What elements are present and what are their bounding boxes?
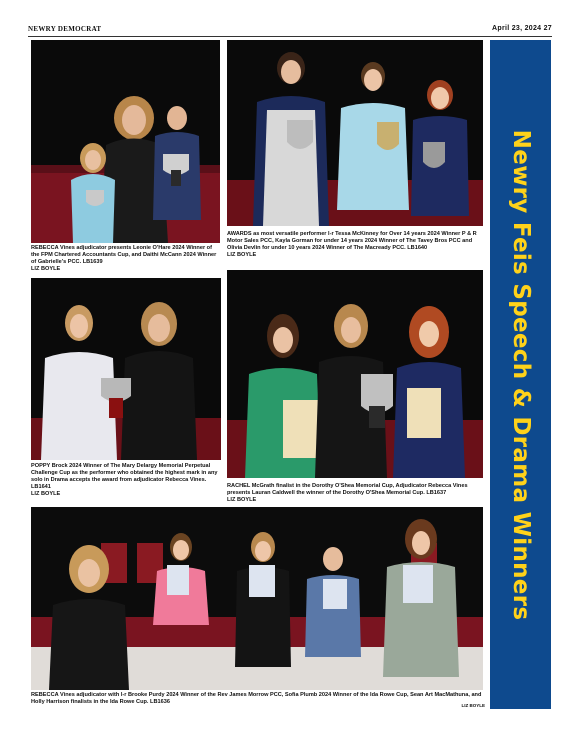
caption-photo-4: RACHEL McGrath finalist in the Dorothy O'Shea Memorial Cup, Adjudicator Rebecca Vines presents Lauran Caldwell the winner of the Dorothy O'Shea Memorial Cup. LB1637 LIZ BOYLE (227, 483, 483, 504)
photo-vines-ohare-mccann (31, 40, 220, 243)
caption-photo-2: AWARDS as most versatile performer l-r Tessa McKinney for Over 14 years 2024 Winner P & R Motor Sales PCC, Kayla Gorman for under 14 years 2024 Winner of The Tavey Bros PCC and Olivia Devlin for under 10 years 2024 Winner of The Macready PCC. LB1640 LIZ BOYLE (227, 231, 483, 259)
photo-most-versatile-performers (227, 40, 483, 226)
caption-photo-3: POPPY Brock 2024 Winner of The Mary Delargy Memorial Perpetual Challenge Cup as the performer who obtained the highest mark in any solo in Drama accepts the award from adjudicator Rebecca Vines. LB1641 LIZ BOYLE (31, 463, 221, 498)
photo-dorothy-oshea-cup (227, 270, 483, 478)
headline-banner (490, 40, 551, 709)
photo-credit: LIZ BOYLE (227, 497, 257, 503)
caption-photo-1: REBECCA Vines adjudicator presents Leonie O'Hare 2024 Winner of the FPM Chartered Accountants Cup, and Daithi McCann 2024 Winner of Gabrielle's PCC. LB1639 LIZ BOYLE (31, 245, 221, 273)
caption-photo-5: REBECCA Vines adjudicator with l-r Brooke Purdy 2024 Winner of the Rev James Morrow PCC, Sofia Plumb 2024 Winner of the Ida Rowe Cup, Sean Art MacMathuna, and Holly Harrison finalists in the Ida Rowe Cup. LB1636 (31, 692, 482, 705)
photo-credit: LIZ BOYLE (31, 266, 61, 272)
page-header (28, 24, 552, 37)
photo-credit: LIZ BOYLE (227, 252, 257, 258)
photo-credit: LIZ BOYLE (31, 491, 61, 497)
footer-photo-credit: LIZ BOYLE (461, 703, 485, 708)
newspaper-name: NEWRY DEMOCRAT (28, 25, 102, 33)
photo-poppy-brock (31, 278, 221, 460)
photo-ida-rowe-cup-group (31, 507, 483, 690)
date-page-number: April 23, 2024 27 (492, 25, 552, 32)
headline-text: Newry Feis Speech & Drama Winners (507, 129, 534, 620)
